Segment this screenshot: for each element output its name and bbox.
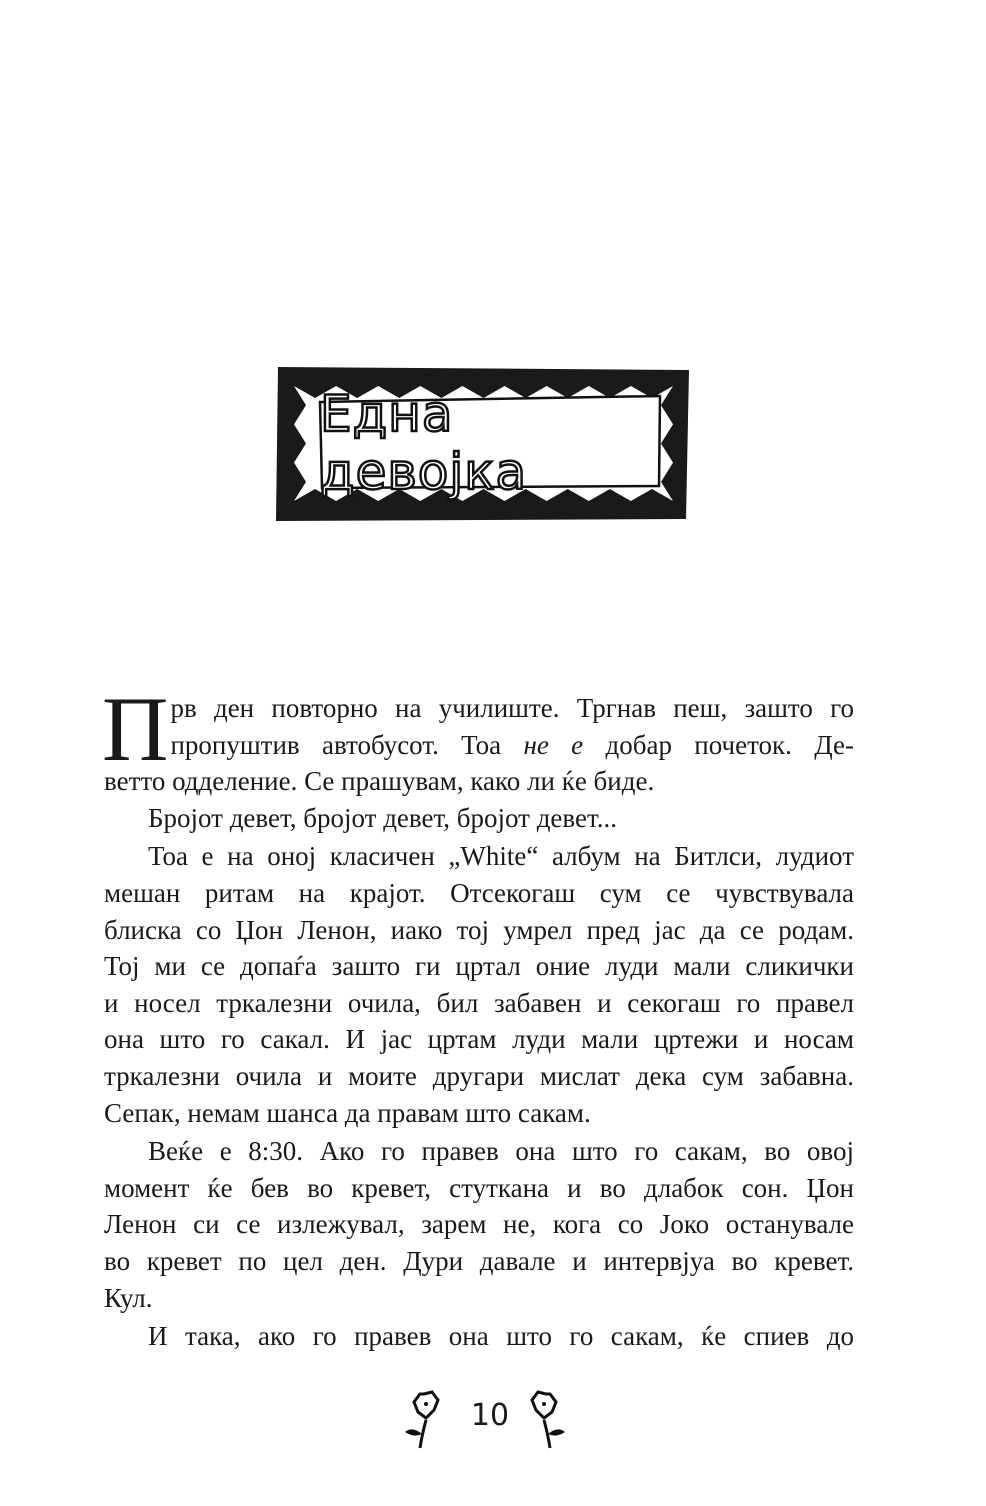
- paragraph: [104, 838, 854, 1131]
- text-segment: пропуштив автобусот. Тоа: [170, 729, 524, 760]
- text-line: И така, ако го правев она што го сакам, ќе спиев до: [148, 1321, 854, 1352]
- page-footer: [400, 1390, 580, 1460]
- text-line: Кул.: [104, 1282, 153, 1313]
- text-line: Бројот девет, бројот девет, бројот девет...: [148, 802, 618, 833]
- paragraph: [102, 678, 854, 800]
- text-line: она што го сакал. И јас цртам луди мали цртежи и носам: [104, 1024, 854, 1055]
- text-line: момент ќе бев во кревет, стуткана и во длабок сон. Џон: [104, 1172, 854, 1203]
- text-line: мешан ритам на крајот. Отсекогаш сум се чувствувала: [104, 877, 854, 908]
- paragraph: [104, 1318, 854, 1355]
- text-line: тркалезни очила и моите другари мислат дека сум забавна.: [104, 1060, 854, 1091]
- text-line: Тоа е на оној класичен „White“ албум на Битлси, лудиот: [148, 841, 854, 872]
- text-line: во кревет по цел ден. Дури давале и интервјуа во кревет.: [104, 1245, 854, 1276]
- text-line: Сепак, немам шанса да правам што сакам.: [104, 1097, 591, 1128]
- text-line: Тој ми се допаѓа зашто ги цртал оние луди мали сликички: [104, 951, 854, 982]
- text-line: рв ден повторно на училиште. Тргнав пеш, зашто го: [170, 693, 854, 723]
- page-number: 10: [470, 1398, 510, 1433]
- text-segment: добар почеток. Де-: [583, 729, 854, 760]
- text-line: [104, 727, 854, 764]
- text-line: Ленон си се излежувал, зарем не, кога со Јоко останувале: [104, 1209, 854, 1240]
- emphasis-text: не е: [523, 729, 584, 760]
- paragraph: [104, 800, 854, 837]
- text-line: и носел тркалезни очила, бил забавен и секогаш го правел: [104, 987, 854, 1018]
- text-line: ветто одделение. Се прашувам, како ли ќе биде.: [104, 766, 655, 797]
- flower-icon: [404, 1390, 444, 1450]
- body-text: [102, 678, 854, 1355]
- chapter-title: Една девојка: [320, 385, 528, 501]
- text-line: Веќе е 8:30. Ако го правев она што го сакам, во овој: [148, 1136, 854, 1167]
- paragraph: [104, 1133, 854, 1316]
- chapter-title-banner: [276, 364, 691, 521]
- flower-icon: [526, 1390, 566, 1450]
- text-line: блиска со Џон Ленон, иако тој умрел пред јас да се родам.: [104, 914, 854, 945]
- drop-cap: П: [102, 678, 169, 780]
